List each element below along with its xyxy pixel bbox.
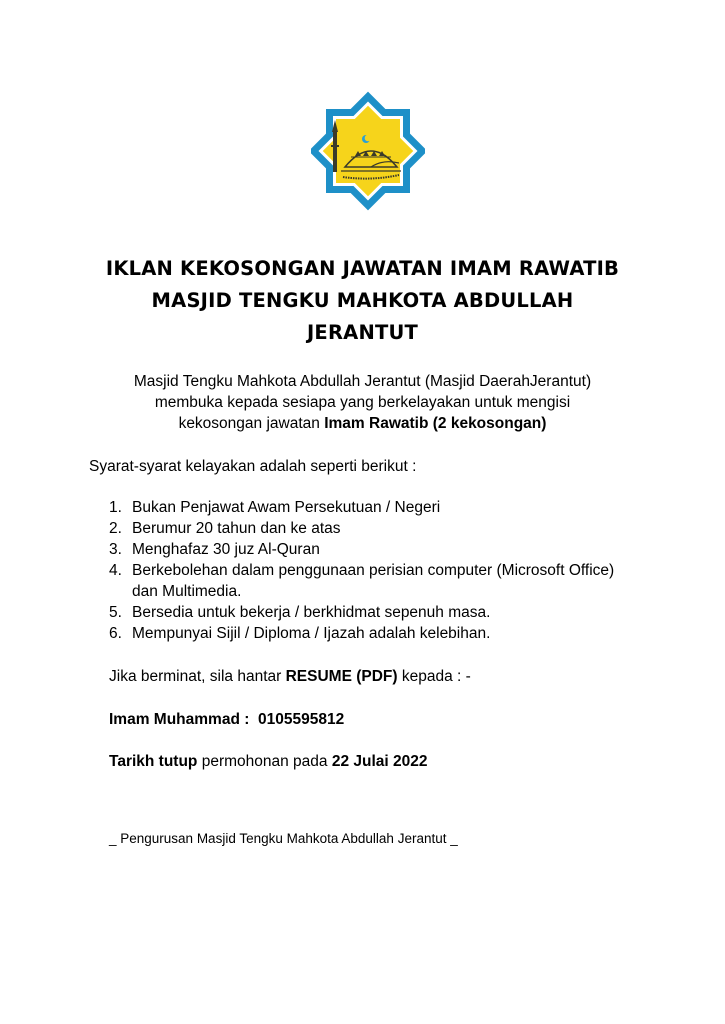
- intro-line-2: membuka kepada sesiapa yang berkelayakan untuk mengisi: [154, 394, 571, 411]
- apply-suffix: kepada : -: [397, 668, 471, 685]
- closing-date: [109, 752, 428, 772]
- intro-line-3-text: kekosongan jawatan: [178, 415, 325, 432]
- masjid-logo: [311, 87, 425, 215]
- list-item: [109, 497, 629, 518]
- title-line-1: IKLAN KEKOSONGAN JAWATAN IMAM RAWATIB: [105, 257, 620, 280]
- contact-info: [109, 710, 344, 730]
- contact-text: Imam Muhammad : 0105595812: [109, 711, 345, 728]
- list-item-text: Menghafaz 30 juz Al-Quran: [132, 541, 320, 558]
- list-item-text: Mempunyai Sijil / Diploma / Ijazah adalah kelebihan.: [132, 625, 491, 642]
- list-item-number: 1.: [109, 499, 122, 516]
- closing-label: Tarikh tutup: [109, 753, 198, 770]
- resume-format: RESUME (PDF): [285, 668, 398, 685]
- masjid-star-emblem-icon: [311, 87, 425, 215]
- page-title: [0, 253, 725, 349]
- closing-date-value: 22 Julai 2022: [331, 753, 428, 770]
- apply-prefix: Jika berminat, sila hantar: [109, 668, 286, 685]
- requirements-list: [109, 497, 629, 644]
- list-item: [109, 518, 629, 539]
- requirements-heading: Syarat-syarat kelayakan adalah seperti berikut :: [89, 458, 417, 475]
- list-item: [109, 602, 629, 623]
- list-item-text: Berumur 20 tahun dan ke atas: [132, 520, 341, 537]
- list-item: [109, 560, 629, 602]
- intro-line-1: Masjid Tengku Mahkota Abdullah Jerantut (Masjid DaerahJerantut): [133, 373, 592, 390]
- apply-instruction: [109, 667, 471, 687]
- title-line-2: MASJID TENGKU MAHKOTA ABDULLAH: [151, 289, 574, 312]
- list-item-text: Berkebolehan dalam penggunaan perisian computer (Microsoft Office) dan Multimedia.: [132, 562, 615, 600]
- intro-line-3: [0, 413, 725, 434]
- closing-middle: permohonan pada: [197, 753, 332, 770]
- list-item: [109, 623, 629, 644]
- list-item-text: Bukan Penjawat Awam Persekutuan / Negeri: [132, 499, 441, 516]
- position-highlight: Imam Rawatib (2 kekosongan): [324, 415, 547, 432]
- intro-paragraph: [0, 371, 725, 434]
- list-item-number: 2.: [109, 520, 122, 537]
- list-item-number: 4.: [109, 562, 122, 579]
- list-item-number: 3.: [109, 541, 122, 558]
- title-line-3: JERANTUT: [306, 321, 419, 344]
- list-item: [109, 539, 629, 560]
- list-item-number: 6.: [109, 625, 122, 642]
- list-item-text: Bersedia untuk bekerja / berkhidmat sepenuh masa.: [132, 604, 491, 621]
- list-item-number: 5.: [109, 604, 122, 621]
- footer-signature: _ Pengurusan Masjid Tengku Mahkota Abdullah Jerantut _: [109, 831, 458, 846]
